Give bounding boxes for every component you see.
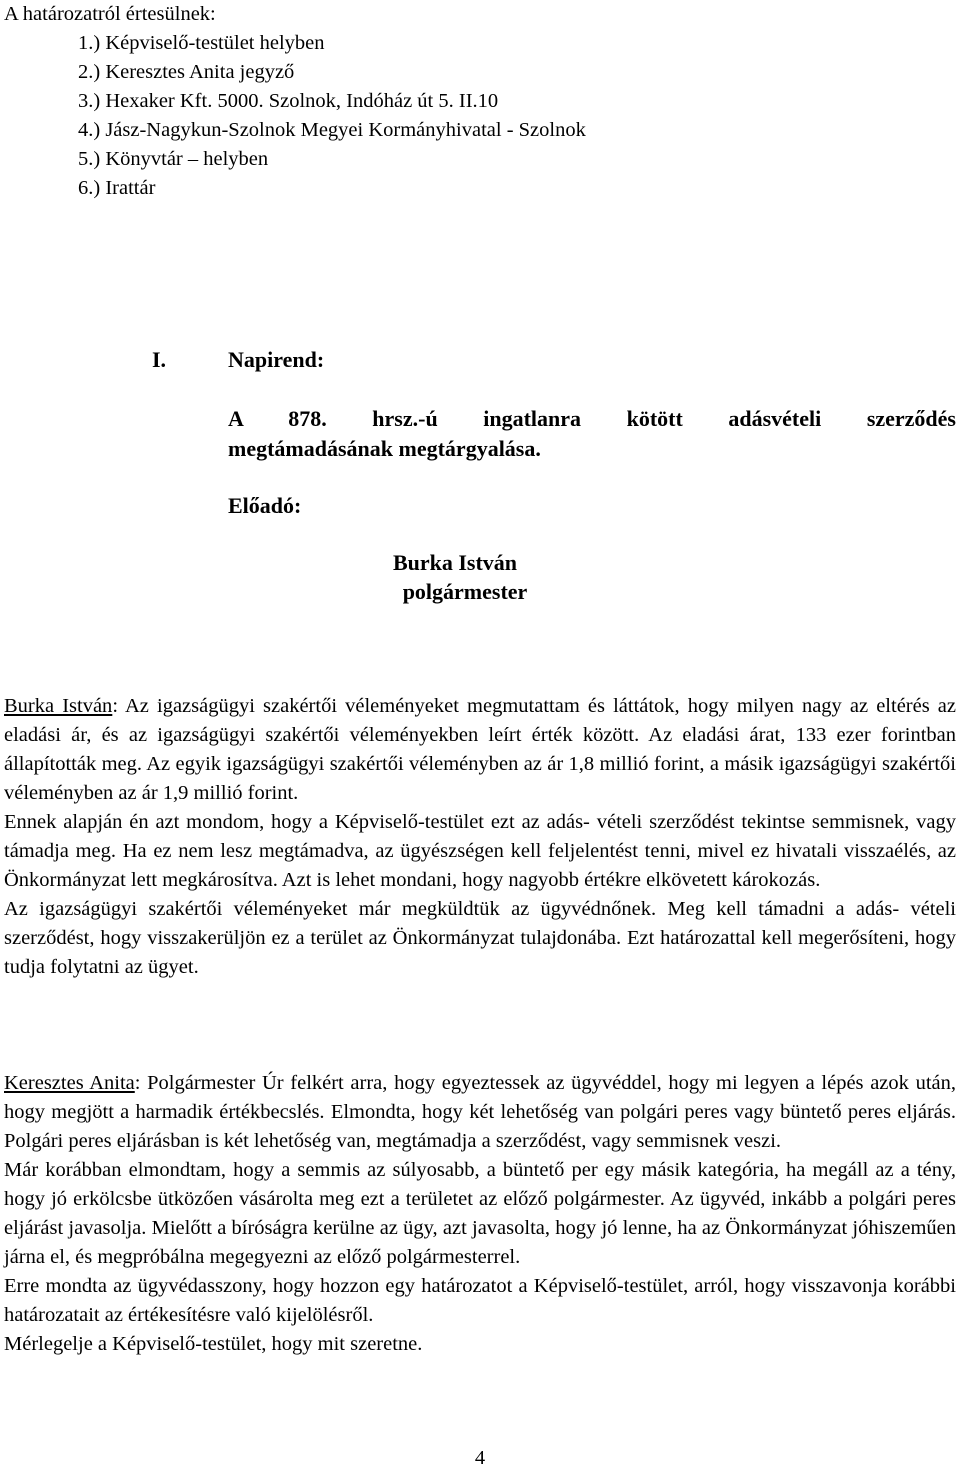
statement-text: : Az igazságügyi szakértői véleményeket megmutattam és láttátok, hogy milyen nagy az eltérés az eladási ár, és az igazságügyi szakértői véleményekben leírt érték között. Az eladási árat, 133 ezer forintban állapították meg. Az egyik igazságügyi szakértői véleményben az ár 1,8 millió forint, a másik igazságügyi szakértői véleményben az ár 1,9 millió forint.: [4, 695, 957, 804]
statement-paragraph: Az igazságügyi szakértői véleményeket már megküldtük az ügyvédnőnek. Meg kell támadni a adás- vételi szerződést, hogy visszakerüljön ez a terület az Önkormányzat tulajdonába. Ezt határozattal kell megerősíteni, hogy tudja folytatni az ügyet.: [4, 898, 956, 978]
statement-text: : Polgármester Úr felkért arra, hogy egyeztessek az ügyvéddel, hogy mi legyen a lépés azok után, hogy megjött a harmadik értékbecslés. Elmondta, hogy két lehetőség van polgári peres vagy büntető peres eljárás. Polgári peres eljárásban is két lehetőség van, megtámadja a szerződést, vagy semmisnek veszi.: [4, 1072, 956, 1152]
statement-paragraph: [4, 1069, 956, 1156]
recipient-item: 3.) Hexaker Kft. 5000. Szolnok, Indóház út 5. II.10: [78, 90, 499, 112]
recipient-item: 6.) Irattár: [78, 177, 156, 199]
statement-paragraph: Ennek alapján én azt mondom, hogy a Képviselő-testület ezt az adás- vételi szerződést tekintse semmisnek, vagy támadja meg. Ha ez nem lesz megtámadva, az ügyészségen kell feljelentést tenni, mivel ez hivatali visszaélés, az Önkormányzat lett megkárosítva. Azt is lehet mondani, hogy nagyobb értékre elkövetett károkozás.: [4, 811, 956, 891]
agenda-topic-line2: megtámadásának megtárgyalása.: [228, 436, 541, 461]
agenda-topic: [228, 404, 956, 464]
agenda-number: I.: [152, 347, 167, 372]
presenter-label: Előadó:: [228, 493, 302, 518]
speaker-name: Keresztes Anita: [4, 1072, 135, 1094]
agenda-label: Napirend:: [228, 347, 325, 372]
statement-burka: [4, 692, 956, 982]
speaker-name: Burka István: [4, 695, 113, 717]
page-number: 4: [474, 1447, 486, 1469]
statement-paragraph: Már korábban elmondtam, hogy a semmis az súlyosabb, a büntető per egy másik kategória, ha megáll az a tény, hogy jó erkölcsbe ütközően vásárolta meg ezt a területet az előző polgármester. Az ügyvéd, inkább a polgári peres eljárást javasolja. Mielőtt a bíróságra kerülne az ügy, azt javasolta, hogy jó lenne, ha az Önkormányzat jóhiszeműen járna el, és megpróbálna megegyezni az előző polgármesterrel.: [4, 1159, 956, 1268]
recipient-item: 1.) Képviselő-testület helyben: [78, 32, 325, 54]
statement-keresztes: [4, 1069, 956, 1359]
presenter-title: polgármester: [402, 579, 528, 604]
recipient-list: [78, 29, 586, 203]
statement-paragraph: Mérlegelje a Képviselő-testület, hogy mit szeretne.: [4, 1333, 423, 1355]
presenter-name: Burka István: [392, 550, 518, 575]
statement-paragraph: [4, 692, 956, 808]
recipient-item: 2.) Keresztes Anita jegyző: [78, 61, 295, 83]
recipient-item: 5.) Könyvtár – helyben: [78, 148, 269, 170]
notice-heading: A határozatról értesülnek:: [4, 3, 216, 25]
statement-paragraph: Erre mondta az ügyvédasszony, hogy hozzon egy határozatot a Képviselő-testület, arról, hogy visszavonja korábbi határozatait az értékesítésre való kijelölésről.: [4, 1275, 956, 1326]
agenda-topic-line1: A 878. hrsz.-ú ingatlanra kötött adásvételi szerződés: [228, 406, 956, 431]
recipient-item: 4.) Jász-Nagykun-Szolnok Megyei Kormányhivatal - Szolnok: [78, 119, 586, 141]
